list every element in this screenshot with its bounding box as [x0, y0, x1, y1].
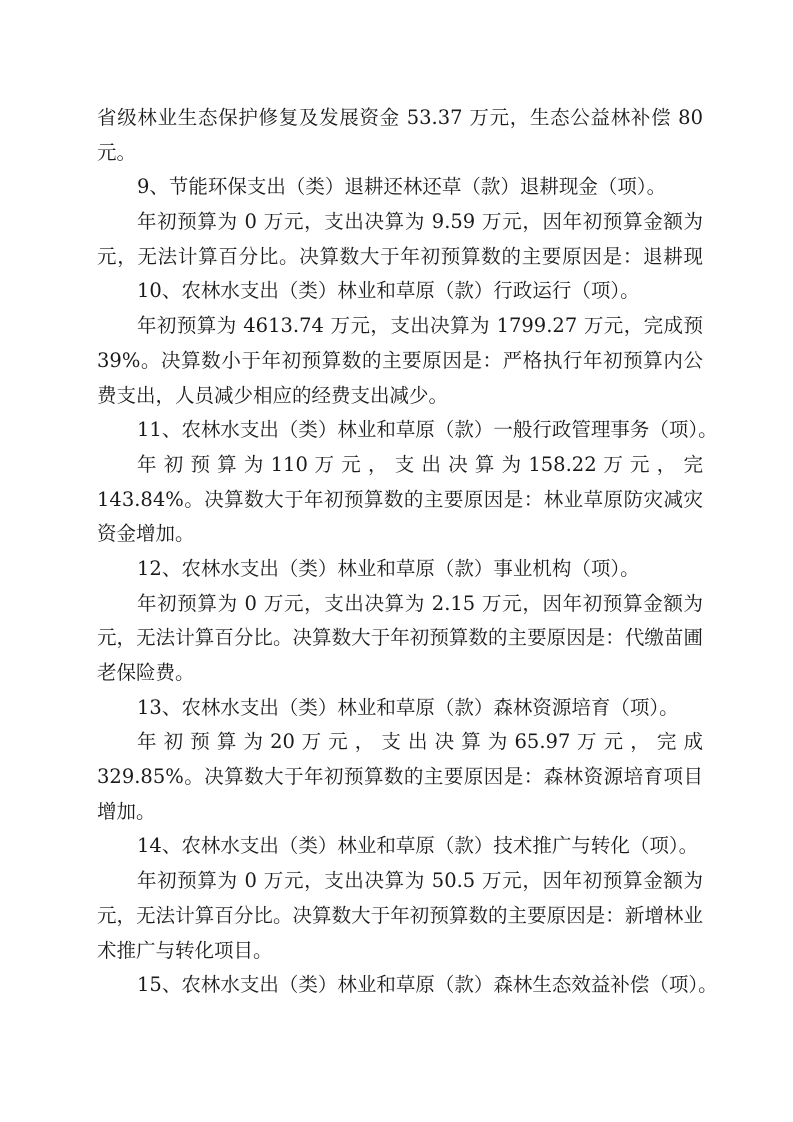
text-line: 费支出，人员减少相应的经费支出减少。	[97, 383, 449, 407]
text-line: 元。	[97, 140, 137, 164]
text-line: 年初预算为 0 万元，支出决算为 2.15 万元，因年初预算金额为	[137, 591, 703, 615]
section-heading: 12、农林水支出（类）林业和草原（款）事业机构（项）。	[137, 556, 640, 580]
text-line: 元，无法计算百分比。决算数大于年初预算数的主要原因是：新增林业	[97, 903, 703, 927]
text-line: 老保险费。	[97, 661, 195, 684]
text-line: 资金增加。	[97, 522, 195, 546]
text-line: 术推广与转化项目。	[97, 938, 273, 962]
text-line: 329.85%。决算数大于年初预算数的主要原因是：森林资源培育项目	[97, 765, 703, 789]
text-line: 元，无法计算百分比。决算数大于年初预算数的主要原因是：代缴苗圃	[97, 626, 703, 650]
text-line: 年初预算为 4613.74 万元，支出决算为 1799.27 万元，完成预	[137, 314, 703, 338]
document-body	[97, 101, 718, 1003]
text-line: 元，无法计算百分比。决算数大于年初预算数的主要原因是：退耕现	[97, 244, 703, 268]
text-line: 39%。决算数小于年初预算数的主要原因是：严格执行年初预算内公	[97, 348, 703, 372]
text-line: 年 初 预 算 为 20 万 元 ， 支 出 决 算 为 65.97 万 元 ， 完 成	[137, 730, 703, 754]
section-heading: 10、农林水支出（类）林业和草原（款）行政运行（项）。	[137, 279, 640, 303]
text-line: 增加。	[97, 799, 156, 823]
text-line: 省级林业生态保护修复及发展资金 53.37 万元，生态公益林补偿 80	[97, 106, 703, 129]
text-line: 年初预算为 0 万元，支出决算为 50.5 万元，因年初预算金额为	[137, 869, 703, 893]
section-heading: 14、农林水支出（类）林业和草原（款）技术推广与转化（项）。	[137, 834, 699, 858]
section-heading: 15、农林水支出（类）林业和草原（款）森林生态效益补偿（项）。	[137, 973, 718, 997]
text-line: 年初预算为 0 万元，支出决算为 9.59 万元，因年初预算金额为	[137, 210, 703, 234]
text-line: 年 初 预 算 为 110 万 元 ， 支 出 决 算 为 158.22 万 元 ， 完	[137, 452, 703, 476]
section-heading: 11、农林水支出（类）林业和草原（款）一般行政管理事务（项）。	[137, 418, 718, 442]
section-heading: 9、节能环保支出（类）退耕还林还草（款）退耕现金（项）。	[137, 175, 667, 199]
text-line: 143.84%。决算数大于年初预算数的主要原因是：林业草原防灾减灾	[97, 487, 703, 511]
section-heading: 13、农林水支出（类）林业和草原（款）森林资源培育（项）。	[137, 695, 679, 719]
